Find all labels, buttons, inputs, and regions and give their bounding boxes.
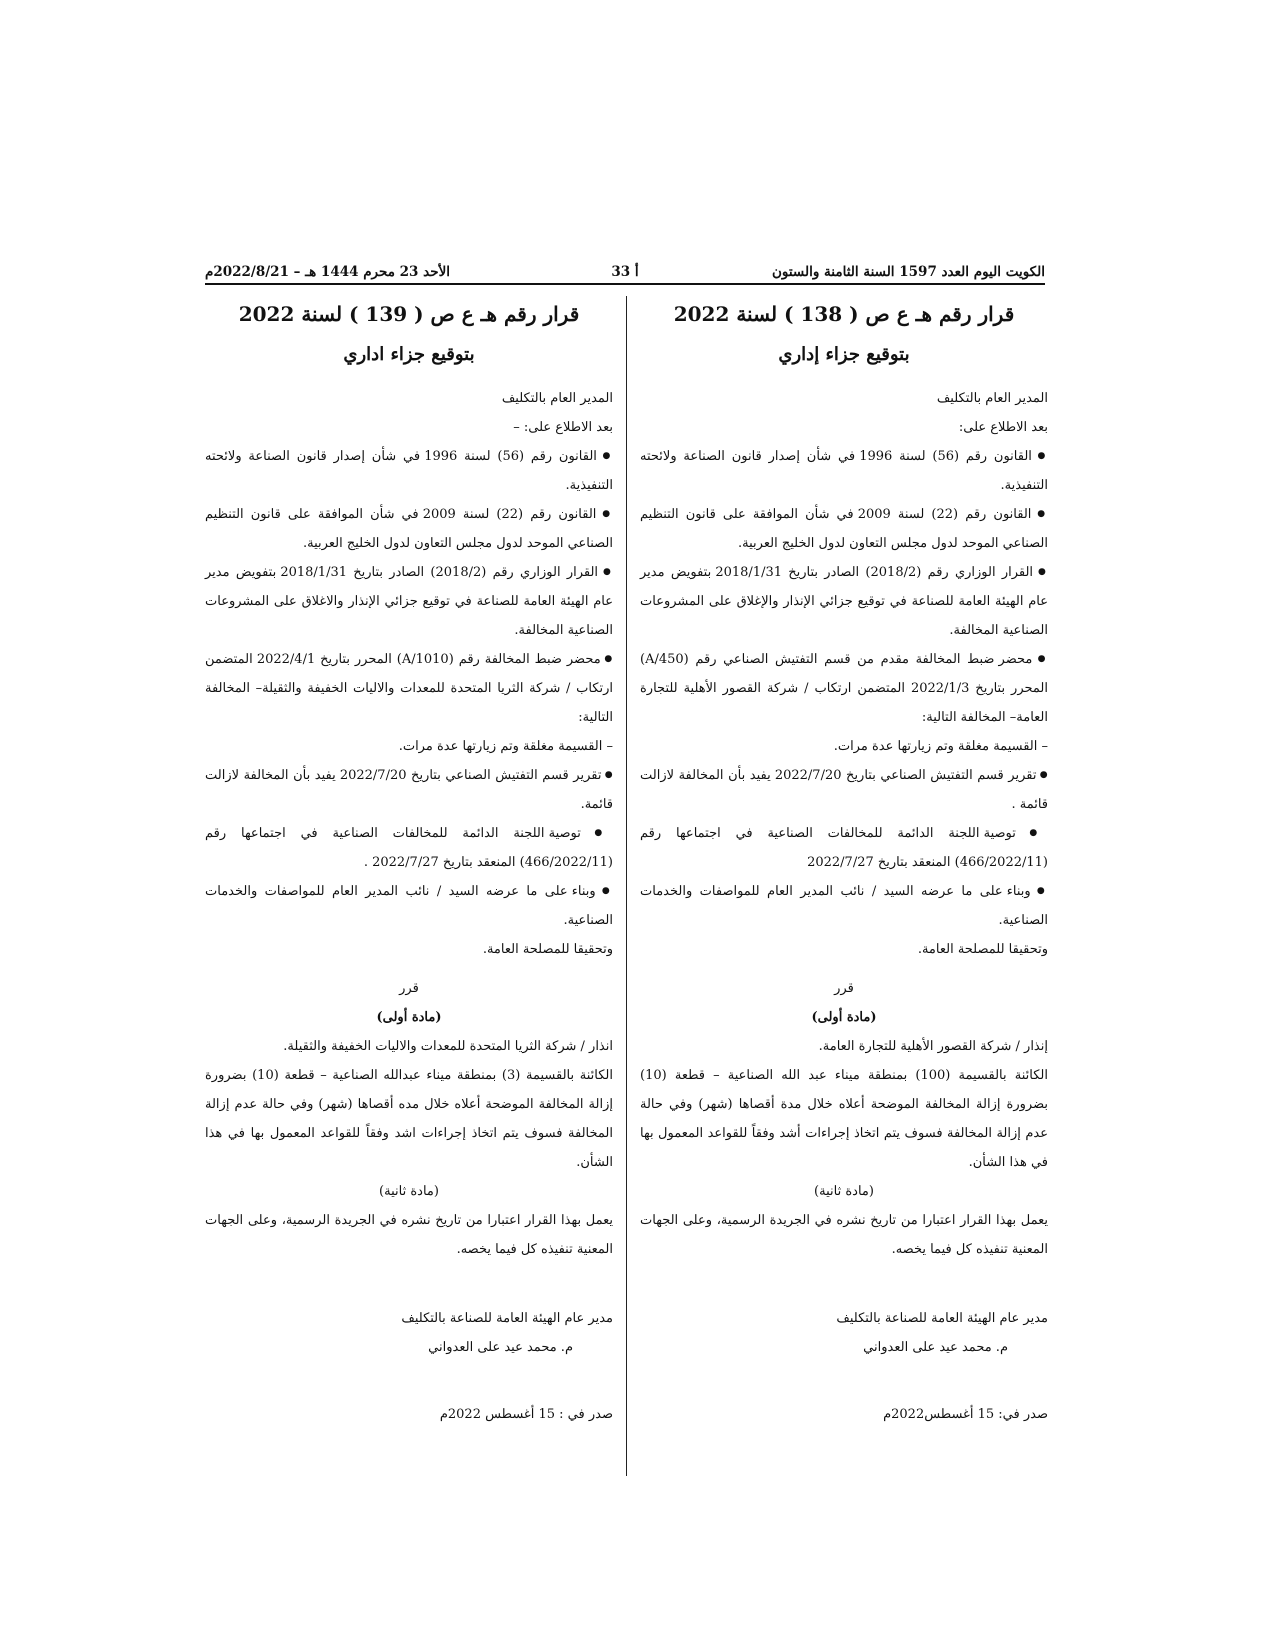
decision-139-item-4: ● محضر ضبط المخالفة رقم (A/1010) المحرر بتاريخ 2022/4/1 المتضمن ارتكاب / شركة الثريا المتحدة للمعدات والاليات الخفيفة والثقيلة– المخالفة التالية: <box>205 645 613 732</box>
decision-138-article-2-text: يعمل بهذا القرار اعتبارا من تاريخ نشره في الجريدة الرسمية، وعلى الجهات المعنية تنفيذه كل فيما يخصه. <box>640 1213 1048 1257</box>
decision-138-item-7: ● وبناء على ما عرضه السيد / نائب المدير العام للمواصفات والخدمات الصناعية. <box>640 877 1048 935</box>
decision-138-title: قرار رقم هـ ع ص ( 138 ) لسنة 2022 <box>673 302 1015 326</box>
decision-139-article-1-line-2: الكائنة بالقسيمة (3) بمنطقة ميناء عبدالله الصناعية – قطعة (10) بضرورة إزالة المخالفة الموضحة أعلاه خلال مده أقصاها (شهر) وفي حالة عدم إزالة المخالفة فسوف يتم اتخاذ إجراءات اشد وفقاً للقواعد المعمول بها في هذا الشأن. <box>205 1068 614 1170</box>
decision-139-subtitle: بتوقيع جزاء اداري <box>343 344 475 365</box>
decision-138-after-review: بعد الاطلاع على: <box>958 420 1048 435</box>
decision-139-article-2-text: يعمل بهذا القرار اعتبارا من تاريخ نشره في الجريدة الرسمية، وعلى الجهات المعنية تنفيذه كل فيما يخصه. <box>205 1213 613 1257</box>
decision-139-item-2: ● القانون رقم (22) لسنة 2009 في شأن الموافقة على قانون التنظيم الصناعي الموحد لدول مجلس التعاون لدول الخليج العربية. <box>205 500 613 558</box>
decision-139-item-5: ● تقرير قسم التفتيش الصناعي بتاريخ 2022/7/20 يفيد بأن المخالفة لازالت قائمة. <box>205 761 613 819</box>
decision-139-column <box>205 296 613 1429</box>
decision-139-item-3: ● القرار الوزاري رقم (2018/2) الصادر بتاريخ 2018/1/31 بتفويض مدير عام الهيئة العامة للصناعة في توقيع جزائي الإنذار والاغلاق على المشروعات الصناعية المخالفة. <box>205 558 613 645</box>
decision-138-article-1-line-1: إنذار / شركة القصور الأهلية للتجارة العامة. <box>818 1039 1048 1054</box>
decision-139-title: قرار رقم هـ ع ص ( 139 ) لسنة 2022 <box>238 302 580 326</box>
decision-139-decided: قرر <box>399 981 419 996</box>
decision-139-after-review: بعد الاطلاع على: – <box>513 420 613 435</box>
gazette-issue-info: الكويت اليوم العدد 1597 السنة الثامنة والستون <box>771 264 1045 280</box>
decision-139-signatory-name: م. محمد عيد على العدواني <box>428 1340 573 1355</box>
decision-138-article-1-line-2: الكائنة بالقسيمة (100) بمنطقة ميناء عبد الله الصناعية – قطعة (10) بضرورة إزالة المخالفة الموضحة أعلاه خلال مدة أقصاها (شهر) وفي حالة عدم إزالة المخالفة فسوف يتم اتخاذ إجراءات أشد وفقاً للقواعد المعمول بها في هذا الشأن. <box>640 1068 1048 1170</box>
decision-138-item-3: ● القرار الوزاري رقم (2018/2) الصادر بتاريخ 2018/1/31 بتفويض مدير عام الهيئة العامة للصناعة في توقيع جزائي الإنذار والإغلاق على المشروعات الصناعية المخالفة. <box>640 558 1048 645</box>
decision-138-item-5: ● تقرير قسم التفتيش الصناعي بتاريخ 2022/7/20 يفيد بأن المخالفة لازالت قائمة . <box>640 761 1048 819</box>
decision-139-signature <box>205 1304 613 1362</box>
decision-139-signatory-title: مدير عام الهيئة العامة للصناعة بالتكليف <box>401 1311 613 1326</box>
decision-138-signatory-title: مدير عام الهيئة العامة للصناعة بالتكليف <box>836 1311 1048 1326</box>
decision-138-column <box>640 296 1048 1429</box>
decision-138-article-2-title: (مادة ثانية) <box>814 1184 874 1199</box>
column-divider <box>626 296 627 1476</box>
decision-138-article-1-title: (مادة أولى) <box>811 1010 877 1025</box>
decision-138-public-interest: وتحقيقا للمصلحة العامة. <box>917 942 1048 957</box>
decision-139-item-7: ● وبناء على ما عرضه السيد / نائب المدير العام للمواصفات والخدمات الصناعية. <box>205 877 613 935</box>
decision-138-issued-date: صدر في: 15 أغسطس2022م <box>883 1407 1048 1422</box>
decision-138-signatory-name: م. محمد عيد على العدواني <box>863 1340 1008 1355</box>
decision-139-violation: – القسيمة مغلقة وتم زيارتها عدة مرات. <box>398 739 613 754</box>
page-number: أ 33 <box>611 264 639 280</box>
decision-138-subtitle: بتوقيع جزاء إداري <box>778 344 910 365</box>
decision-139-issued-date: صدر في : 15 أغسطس 2022م <box>439 1407 613 1422</box>
publication-date: الأحد 23 محرم 1444 هـ – 2022/8/21م <box>205 264 451 280</box>
decision-139-public-interest: وتحقيقا للمصلحة العامة. <box>482 942 613 957</box>
decision-139-article-1-title: (مادة أولى) <box>376 1010 442 1025</box>
decision-139-article-1-line-1: انذار / شركة الثريا المتحدة للمعدات والاليات الخفيفة والثقيلة. <box>283 1039 613 1054</box>
decision-139-article-2-title: (مادة ثانية) <box>379 1184 439 1199</box>
decision-138-item-6: ● توصية اللجنة الدائمة للمخالفات الصناعية في اجتماعها رقم (466/2022/11) المنعقد بتاريخ 2022/7/27 <box>640 819 1048 877</box>
decision-138-decided: قرر <box>834 981 854 996</box>
page-header <box>205 252 1045 285</box>
decision-138-item-4: ● محضر ضبط المخالفة مقدم من قسم التفتيش الصناعي رقم (A/450) المحرر بتاريخ 2022/1/3 المتضمن ارتكاب / شركة القصور الأهلية للتجارة العامة– المخالفة التالية: <box>640 645 1048 732</box>
decision-138-item-1: ● القانون رقم (56) لسنة 1996 في شأن إصدار قانون الصناعة ولائحته التنفيذية. <box>640 442 1048 500</box>
decision-138-signature <box>640 1304 1048 1362</box>
decision-139-item-6: ● توصية اللجنة الدائمة للمخالفات الصناعية في اجتماعها رقم (466/2022/11) المنعقد بتاريخ 2022/7/27 . <box>205 819 613 877</box>
decision-138-item-2: ● القانون رقم (22) لسنة 2009 في شأن الموافقة على قانون التنظيم الصناعي الموحد لدول مجلس التعاون لدول الخليج العربية. <box>640 500 1048 558</box>
decision-139-opening: المدير العام بالتكليف <box>501 391 613 406</box>
decision-138-violation: – القسيمة مغلقة وتم زيارتها عدة مرات. <box>833 739 1048 754</box>
decision-139-item-1: ● القانون رقم (56) لسنة 1996 في شأن إصدار قانون الصناعة ولائحته التنفيذية. <box>205 442 613 500</box>
decision-138-opening: المدير العام بالتكليف <box>936 391 1048 406</box>
